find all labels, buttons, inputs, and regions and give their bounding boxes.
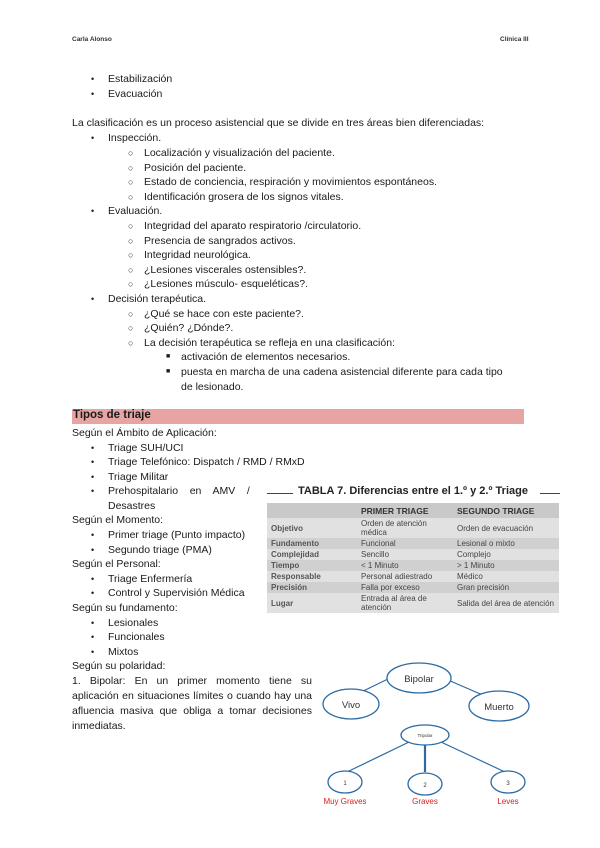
table-header-cell: SEGUNDO TRIAGE [453, 503, 559, 518]
list-item: ○ La decisión terapéutica se refleja en una clasificación: [144, 336, 395, 350]
list-item-continuation: Desastres [108, 500, 156, 512]
tripolar-diagram [323, 725, 525, 806]
table-row [267, 538, 559, 549]
connector-line [347, 742, 409, 772]
table-cell: Fundamento [267, 538, 357, 549]
classification-intro: La clasificación es un proceso asistencial que se divide en tres áreas bien diferenciadas: [72, 117, 485, 129]
node-number: 1 [343, 781, 347, 787]
node-number: 2 [423, 783, 427, 789]
list-item: • Segundo triage (PMA) [108, 543, 212, 557]
table-header-cell: PRIMER TRIAGE [357, 503, 453, 518]
table-cell: Complejo [453, 549, 559, 560]
tripolar-label: Tripolar [417, 733, 433, 738]
connector-line [441, 742, 505, 772]
triage-polarity-diagram [315, 658, 535, 818]
list-item-continuation: de lesionado. [181, 381, 244, 393]
leves-label: Leves [497, 797, 519, 806]
table-cell: Funcional [357, 538, 453, 549]
muy-graves-label: Muy Graves [323, 797, 367, 806]
list-item: • Triage Enfermería [108, 572, 192, 586]
category-heading: Según su fundamento: [72, 602, 178, 614]
muerto-label: Muerto [484, 702, 514, 713]
list-item: ○ Integridad neurológica. [144, 248, 251, 262]
table-title: TABLA 7. Diferencias entre el 1.º y 2.º Triage [298, 485, 528, 497]
graves-label: Graves [412, 797, 438, 806]
table-cell: Sencillo [357, 549, 453, 560]
table-cell: < 1 Minuto [357, 560, 453, 571]
list-item: ○ ¿Qué se hace con este paciente?. [144, 307, 304, 321]
area-title: • Evaluación. [108, 204, 162, 218]
list-item: ■ activación de elementos necesarios. [181, 350, 350, 364]
list-item: ○ Posición del paciente. [144, 161, 246, 175]
list-item: • Prehospitalario en AMV / [108, 484, 250, 498]
table-row [267, 549, 559, 560]
list-item: • Triage SUH/UCI [108, 441, 183, 455]
vivo-label: Vivo [341, 700, 361, 711]
section-title: Tipos de triaje [73, 409, 151, 421]
list-item: • Funcionales [108, 630, 165, 644]
bipolar-diagram [323, 663, 529, 721]
list-item: ○ ¿Lesiones viscerales ostensibles?. [144, 263, 306, 277]
category-heading: Según el Personal: [72, 558, 161, 570]
area-title: • Decisión terapéutica. [108, 292, 206, 306]
table-cell: Orden de atención médica [357, 518, 453, 538]
list-item: • Evacuación [108, 87, 162, 101]
list-item: ○ Presencia de sangrados activos. [144, 234, 296, 248]
header-subject: Clínica III [500, 36, 529, 43]
header-author: Carla Alonso [72, 36, 112, 43]
table-cell: Salida del área de atención [453, 593, 559, 613]
table-row [267, 571, 559, 582]
list-item: ○ Integridad del aparato respiratorio /circulatorio. [144, 219, 361, 233]
table-row [267, 518, 559, 538]
list-item: • Mixtos [108, 645, 138, 659]
node-number: 3 [506, 781, 510, 787]
table-cell: Responsable [267, 571, 357, 582]
polaridad-text: 1. Bipolar: En un primer momento tiene su aplicación en situaciones límites o cuando hay una afluencia masiva que obliga a tomar decisiones inmediatas. [72, 675, 312, 732]
table-cell: Precisión [267, 582, 357, 593]
table-cell: Lugar [267, 593, 357, 613]
table-title-rule [267, 493, 293, 494]
list-item: ■ puesta en marcha de una cadena asistencial diferente para cada tipo [181, 365, 503, 379]
connector-line [448, 680, 485, 696]
list-item: ○ ¿Lesiones músculo- esqueléticas?. [144, 277, 308, 291]
table-cell: Médico [453, 571, 559, 582]
table-cell: Personal adiestrado [357, 571, 453, 582]
table-header-row [267, 503, 559, 518]
list-item: • Triage Militar [108, 470, 168, 484]
table-cell: Objetivo [267, 518, 357, 538]
category-heading: Según su polaridad: [72, 660, 166, 672]
category-heading: Según el Ámbito de Aplicación: [72, 427, 217, 439]
list-item: ○ Estado de conciencia, respiración y movimientos espontáneos. [144, 175, 437, 189]
list-item: ○ Identificación grosera de los signos vitales. [144, 190, 344, 204]
table-cell: Lesional o mixto [453, 538, 559, 549]
table-header-cell [267, 503, 357, 518]
bipolar-label: Bipolar [404, 674, 434, 685]
list-item: • Lesionales [108, 616, 158, 630]
list-item: • Primer triage (Punto impacto) [108, 528, 245, 542]
table-row [267, 560, 559, 571]
table-cell: Falla por exceso [357, 582, 453, 593]
table-cell: > 1 Minuto [453, 560, 559, 571]
list-item: ○ Localización y visualización del paciente. [144, 146, 335, 160]
table-title-rule [540, 493, 560, 494]
table-row [267, 593, 559, 613]
list-item: • Triage Telefónico: Dispatch / RMD / RMxD [108, 455, 305, 469]
table-row [267, 582, 559, 593]
table-cell: Entrada al área de atención [357, 593, 453, 613]
category-heading: Según el Momento: [72, 514, 164, 526]
table-cell: Gran precisión [453, 582, 559, 593]
table-cell: Complejidad [267, 549, 357, 560]
table-cell: Orden de evacuación [453, 518, 559, 538]
triage-comparison-table [267, 503, 559, 613]
list-item: • Estabilización [108, 72, 172, 86]
table-cell: Tiempo [267, 560, 357, 571]
list-item: ○ ¿Quién? ¿Dónde?. [144, 321, 233, 335]
list-item: • Control y Supervisión Médica [108, 586, 245, 600]
area-title: • Inspección. [108, 131, 161, 145]
